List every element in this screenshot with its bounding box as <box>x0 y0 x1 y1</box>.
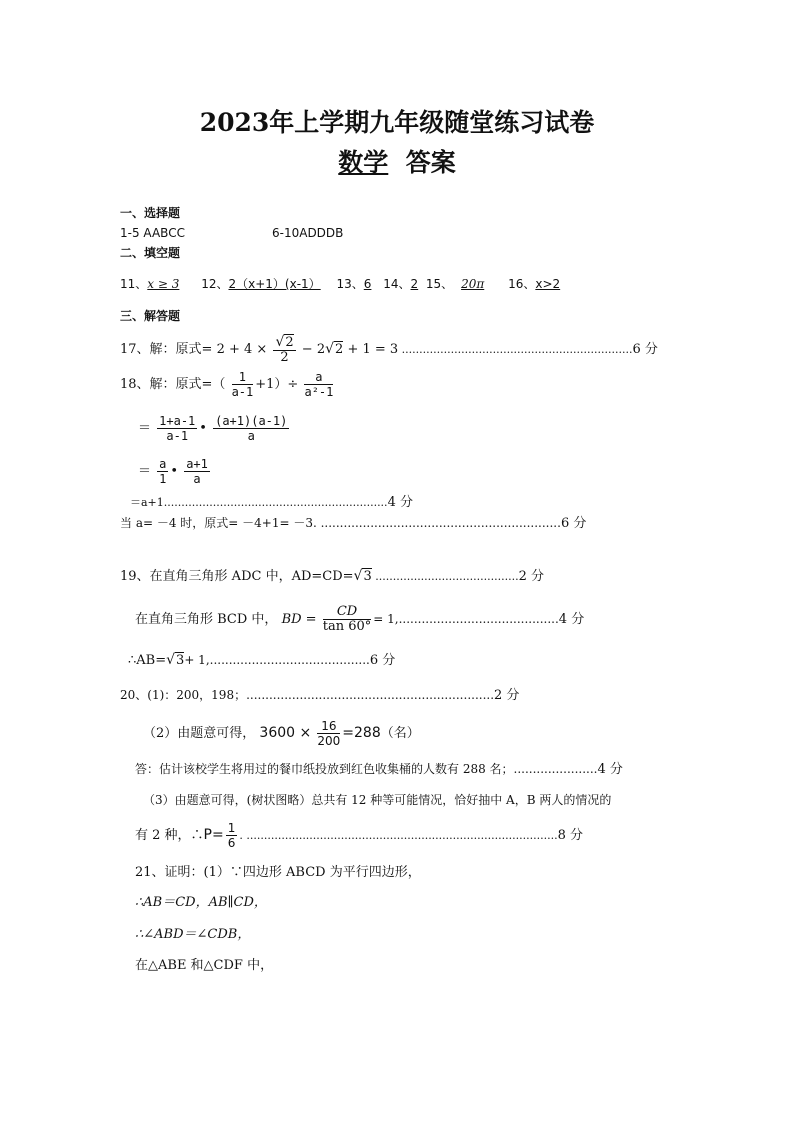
page-subtitle <box>0 143 794 179</box>
q20-line2: （2）由题意可得， 3600 × $\frac{16}{200}$ =288（名） <box>143 719 420 748</box>
q18-frac2: $\frac{a}{\text{a²-1}}$ <box>304 370 334 399</box>
q18-prefix: 18、解：原式=（ <box>120 377 226 392</box>
q17-radicand: 2 <box>335 342 344 357</box>
q20-line4: （3）由题意可得，(树状图略）总共有 12 种等可能情况，恰好抽中 A，B 两人的情况的 <box>143 793 612 807</box>
q14-answer: 2 <box>410 277 419 291</box>
q19-line2: 在直角三角形 BCD 中， BD = $\frac{CD}{\tan 60^\circ}$ = 1,..........................................4 分 <box>135 604 585 634</box>
q20-score-2: 2 分 <box>494 688 520 703</box>
q21-line2: ∴AB＝CD，AB∥CD， <box>135 895 267 910</box>
q17-term2: − 2 <box>301 342 326 357</box>
q18-score-6: 6 分 <box>560 516 587 531</box>
q19-score-6: 6 分 <box>369 653 396 668</box>
q16-label: 16、 <box>508 277 536 291</box>
section-heading-fill: 二、填空题 <box>120 246 181 260</box>
q20-line5: 有 2 种，∴P= $\frac{1}{6}$ . .........................................................................................8 分 <box>135 821 583 850</box>
q17-term3: + 1 = 3 <box>347 342 399 357</box>
q18-line4: ＝a+1................................................................4 分 <box>130 495 413 510</box>
q19-fraction: $\frac{CD}{\tan 60^\circ}$ <box>322 604 372 634</box>
q17-line: 17、解：原式= 2 + 4 × $\frac{√2}{2}$ − 2√2 + 1 = 3 ..................................................................6 分 <box>120 333 658 365</box>
q18-frac1: $\frac{1}{a-1}$ <box>231 370 254 399</box>
q15-label: 15、 <box>425 277 454 291</box>
q17-frac-den: 2 <box>280 349 289 365</box>
q20-fraction: $\frac{16}{200}$ <box>317 719 341 748</box>
q14-label: 14、 <box>383 277 411 291</box>
q20-score-4: 4 分 <box>597 762 623 777</box>
q18-line3: ＝ $\frac{a}{1}$ • $\frac{a+1}{a}$ <box>138 457 208 486</box>
q18-score-4: 4 分 <box>387 495 413 510</box>
q17-frac-num: 2 <box>285 334 294 350</box>
page-title: 2023年上学期九年级随堂练习试卷 <box>199 108 595 137</box>
q18-line2: ＝ $\frac{1+a-1}{a-1}$ • $\frac{(a+1)(a-1)}{a}$ <box>138 414 288 443</box>
q17-prefix: 17、解：原式= <box>120 342 213 357</box>
q21-line4: 在△ABE 和△CDF 中， <box>135 958 274 973</box>
q20-line3: 答：估计该校学生将用过的餐巾纸投放到红色收集桶的人数有 288 名；......................4 分 <box>135 762 623 777</box>
subtitle-subject: 数学 <box>338 148 389 177</box>
q19-score-4: 4 分 <box>558 612 585 627</box>
q19-line3: ∴AB=√3+ 1,..........................................6 分 <box>128 652 396 668</box>
q20-prob-fraction: $\frac{1}{6}$ <box>227 821 236 850</box>
q19-score-2: 2 分 <box>518 569 544 584</box>
q18-frac3: $\frac{1+a-1}{a-1}$ <box>159 414 196 443</box>
choice-answers-6-10: 6-10ADDDB <box>272 226 344 240</box>
q18-frac5: $\frac{a}{1}$ <box>159 457 167 486</box>
fill-answers-row <box>120 276 560 292</box>
q17-dots: .................................................................. <box>398 343 633 356</box>
q13-answer: 6 <box>363 277 372 291</box>
q12-answer: 2（x+1）(x-1） <box>228 277 321 291</box>
q11-label: 11、 <box>120 277 148 291</box>
q18-plus: +1）÷ <box>255 377 299 392</box>
subtitle-rest: 答案 <box>405 148 456 177</box>
section-heading-solve: 三、解答题 <box>120 309 181 323</box>
q13-label: 13、 <box>336 277 364 291</box>
q19-line1: 19、在直角三角形 ADC 中，AD=CD=√3 .........................................2 分 <box>120 568 544 584</box>
q16-answer: x>2 <box>535 277 561 291</box>
q21-line1: 21、证明：(1）∵四边形 ABCD 为平行四边形， <box>135 865 421 880</box>
q18-frac6: $\frac{a+1}{a}$ <box>186 457 208 486</box>
section-heading-choice: 一、选择题 <box>120 206 181 220</box>
q15-answer: 20π <box>461 277 485 291</box>
q11-answer: x ≥ 3 <box>147 277 180 291</box>
choice-answers-1-5: 1-5 AABCC <box>120 226 185 240</box>
q17-term1: 2 + 4 × <box>216 342 268 357</box>
q18-frac4: $\frac{(a+1)(a-1)}{a}$ <box>215 414 288 443</box>
q21-line3: ∴∠ABD＝∠CDB， <box>135 927 251 942</box>
q18-line1 <box>120 368 335 402</box>
q18-line5: 当 a= －4 时，原式= －4+1= －3. ...............................................................6 分 <box>120 516 587 531</box>
q17-fraction: $\frac{√2}{2}$ <box>275 333 294 365</box>
q20-score-8: 8 分 <box>557 828 583 843</box>
q12-label: 12、 <box>201 277 229 291</box>
q17-score: 6 分 <box>632 342 658 357</box>
q20-line1: 20、(1)：200，198；.................................................................2 分 <box>120 688 520 703</box>
